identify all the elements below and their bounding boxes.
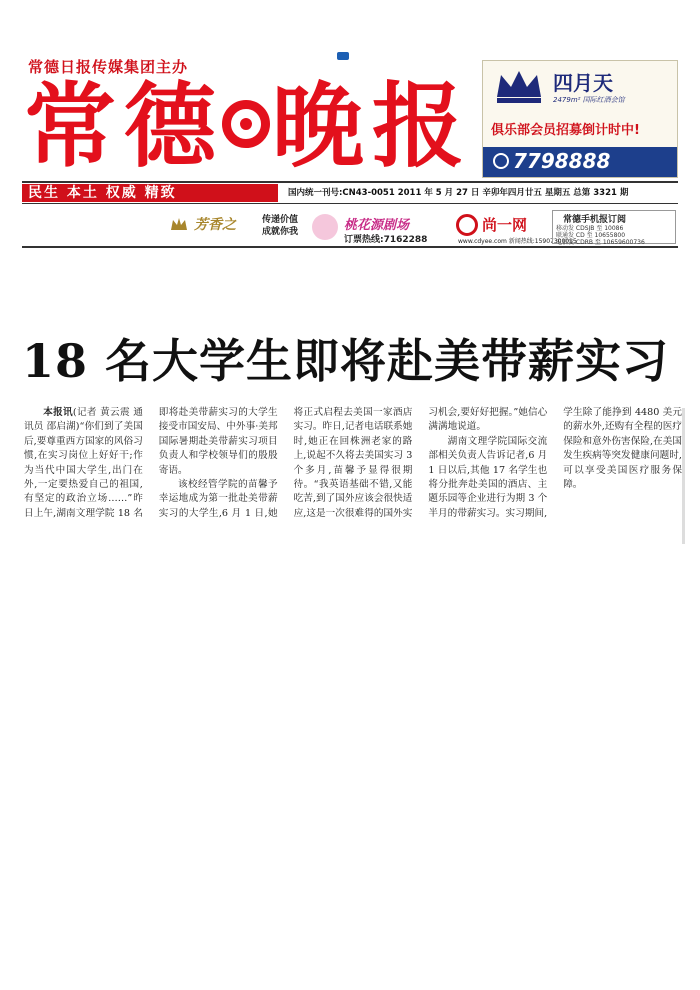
- article-headline: 18 名大学生即将赴美带薪实习: [22, 334, 670, 388]
- ad-subtitle: 2479m² 国际红酒会馆: [553, 96, 625, 104]
- ad-strip: [22, 206, 678, 248]
- subscription-title: 常德手机报订阅: [563, 215, 627, 225]
- logo-char-bao: 报: [372, 72, 465, 180]
- strip-brand-2[interactable]: 桃花源剧场: [344, 218, 410, 233]
- strip-tagline-1: [262, 214, 298, 238]
- subscription-line: 移动发 CDSJB 至 10086: [556, 225, 624, 232]
- strip-brand-3[interactable]: 尚一网: [482, 216, 528, 234]
- ad-phone-number: 7798888: [513, 149, 611, 173]
- page-edge-mark: [682, 408, 685, 544]
- ad-headline: 俱乐部会员招募倒计时中!: [491, 123, 640, 138]
- article-paragraph: 湖南文理学院国际交流部相关负责人告诉记者,6 月 1 日以后,其他 17 名学生也将分批奔赴美国的酒店、主题乐园等企业进行为期 3 个半月的带薪实习。实习期间,学生除了能挣到 4480 美元的薪水外,还购有全程的医疗保险和意外伤害保险,在美国发生疾病等突发健康问题时,可以享受美国医疗服务保障。: [428, 407, 682, 519]
- strip-tagline-1-line-2: 成就你我: [262, 227, 299, 237]
- slogan-text: 民生 本土 权威 精致: [28, 185, 177, 201]
- phone-icon: [493, 153, 509, 169]
- masthead-rule-bottom: [22, 203, 678, 204]
- newspaper-logo: [24, 74, 472, 178]
- strip-brand-1[interactable]: 芳香之: [194, 217, 236, 233]
- publisher-line: 常德日报传媒集团主办: [28, 58, 189, 76]
- mobile-subscription-box[interactable]: [552, 210, 676, 244]
- strip-crown-icon: [170, 216, 188, 234]
- logo-char-wan: 晚: [272, 72, 365, 180]
- byline: 本报讯: [43, 407, 73, 418]
- strip-brand-3-icon: [456, 214, 478, 236]
- strip-tagline-1-line-1: 传递价值: [262, 215, 299, 225]
- slogan-bar: [22, 184, 278, 202]
- masthead-rule: [22, 181, 678, 183]
- strip-hotline-2: 订票热线:7162288: [344, 235, 428, 245]
- issue-info: 国内统一刊号:CN43-0051 2011 年 5 月 27 日 辛卯年四月廿五 星期五 总第 3321 期: [288, 188, 629, 198]
- logo-char-de: 德: [124, 72, 217, 180]
- ad-phone-bar: [483, 147, 677, 177]
- sun-logo-icon: [222, 100, 270, 148]
- subscription-line: 联通发 CD 至 10655800: [556, 232, 626, 239]
- top-right-ad[interactable]: [482, 60, 678, 178]
- logo-char-chang: 常: [24, 72, 117, 180]
- page-marker-icon: [337, 52, 349, 60]
- strip-hotline-3: www.cdyee.com 新闻热线:15907300015: [458, 238, 577, 245]
- article-body: [24, 406, 682, 542]
- ad-brand: 四月天: [553, 71, 613, 95]
- subscription-line: 电信发 CDRB 至 10659600736: [556, 239, 645, 246]
- article-paragraph: 该校经管学院的苗馨予幸运地成为第一批赴美带薪实习的大学生,6 月 1 日,她将正式启程去美国一家酒店实习。昨日,记者电话联系她时,她正在回株洲老家的路上,说起不久将去美国实习 3 个多月,苗馨予显得很期待。“我英语基础不错,又能吃苦,到了国外应该会很快适应,这是一次很难得的国外实习机会,要好好把握。”她信心满满地说道。: [158, 407, 548, 519]
- byline-rest: (记者 黄云震 通讯员 邵启湖): [24, 407, 143, 433]
- paragraph-text: “你们到了美国后,要尊重西方国家的风俗习惯,在实习岗位上好好干;作为当代中国大学生,出门在外,一定要热爱自己的祖国,有坚定的政治立场……”昨日上午,湖南文理学院 18 名即将赴美带薪实习的大学生接受市国安局、中外事·美邦国际暑期赴美带薪实习项目负责人和学校领导们的殷殷寄语。: [24, 407, 278, 519]
- crown-icon: [493, 67, 545, 105]
- flower-icon: [312, 214, 338, 240]
